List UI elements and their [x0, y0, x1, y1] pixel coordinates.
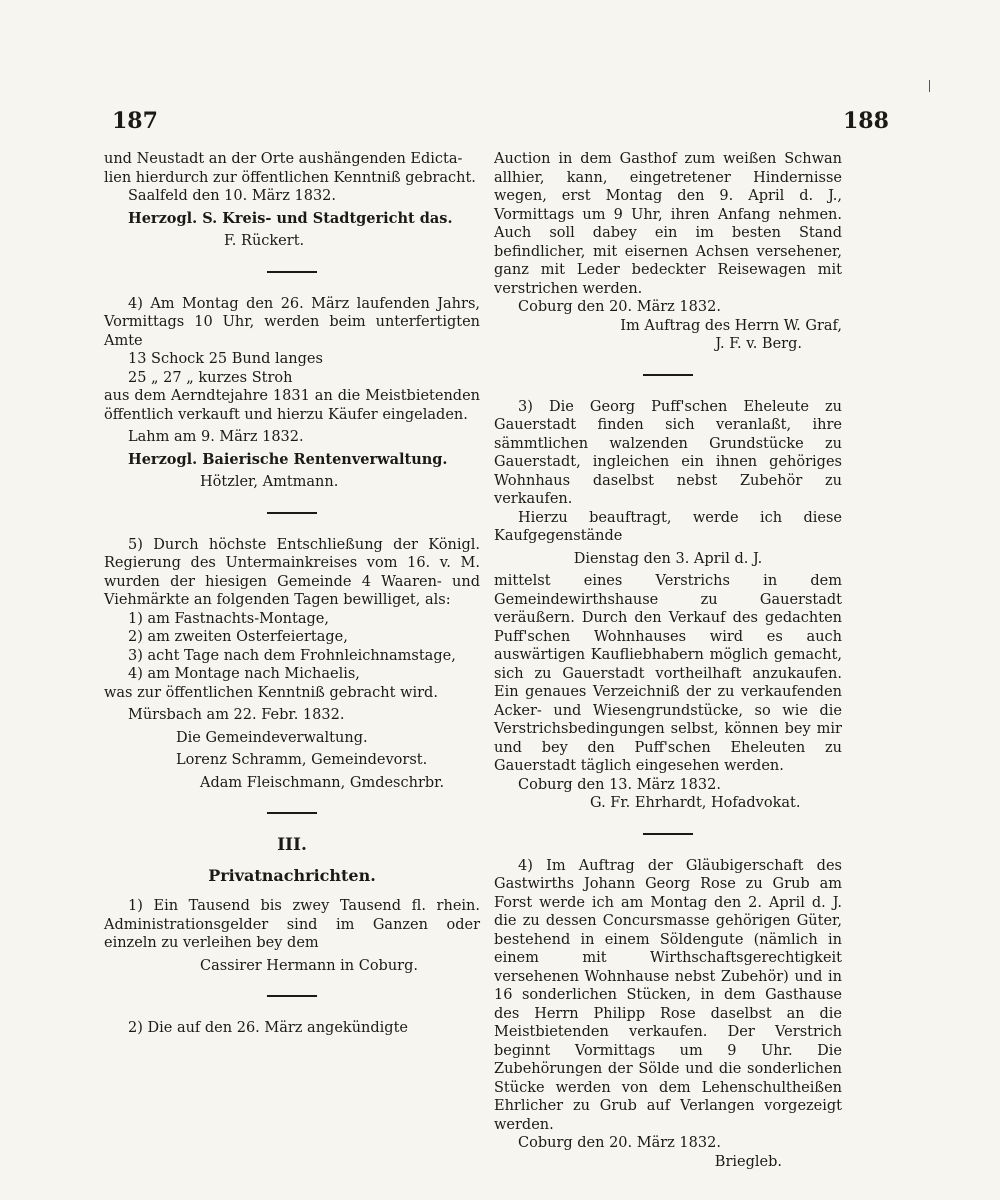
notice-date: Coburg den 13. März 1832. — [518, 776, 721, 793]
notice-4-text: 4) Am Montag den 26. März laufenden Jahrs, Vormittags 10 Uhr, werden beim unterfertigten Amte — [104, 295, 480, 349]
private-notice-3: mittelst eines Verstrichs in dem Gemeindewirthshause zu Gauerstadt veräußern. Durch den Verkauf des gedachten Puff'schen Wohnhauses wird es auch auswärtigen Kaufliebhabern möglich gemacht, sich zu Gauerstadt vortheilhaft anzukaufen. Ein genaues Verzeichniß der zu verkaufenden Acker- und Wiesengrundstücke, so wie die Verstrichsbedingungen selbst, können bey mir und bey den Puff'schen Eheleuten zu Gauerstadt täglich eingesehen werden. — [494, 573, 842, 774]
notice-4-item: 25 „ 27 „ kurzes Stroh — [128, 369, 293, 386]
private-notice-3: Hierzu beauftragt, werde ich diese Kaufgegenstände — [494, 509, 842, 544]
notice-signature: Briegleb. — [714, 1153, 782, 1170]
divider — [643, 833, 693, 835]
notice-date: Mürsbach am 22. Febr. 1832. — [128, 707, 345, 723]
notice-4-item: 13 Schock 25 Bund langes — [128, 351, 323, 367]
notice-signature: Hötzler, Amtmann. — [200, 474, 339, 490]
section-title: Privatnachrichten. — [208, 865, 376, 885]
notice-signature: G. Fr. Ehrhardt, Hofadvokat. — [590, 795, 801, 811]
notice-signature: Cassirer Hermann in Coburg. — [200, 957, 419, 974]
notice-5-text: 5) Durch höchste Entschließung der Königl. Regierung des Untermainkreises vom 16. v. M. wurden der hiesigen Gemeinde 4 Waaren- und Viehmärkte an folgenden Tagen bewilliget, als: — [104, 536, 480, 608]
column-right — [494, 150, 842, 1171]
column-left — [104, 150, 480, 1038]
intro-line: und Neustadt an der Orte aushängenden Edicta- — [104, 151, 463, 167]
list-item: 3) acht Tage nach dem Frohnleichnamstage, — [128, 647, 456, 664]
intro-line: lien hierdurch zur öffentlichen Kenntniß gebracht. — [104, 169, 476, 186]
notice-date: Lahm am 9. März 1832. — [128, 429, 304, 445]
divider — [643, 374, 693, 376]
divider — [267, 271, 317, 273]
page-number-right: 188 — [843, 108, 889, 134]
notice-issuer: Herzogl. Baierische Rentenverwaltung. — [128, 450, 448, 468]
continued-text: Auction in dem Gasthof zum weißen Schwan allhier, kann, eingetretener Hindernisse wegen, erst Montag den 9. April d. J., Vormittags um 9 Uhr, ihren Anfang nehmen. Auch soll dabey ein im besten Stand befindlicher, mit eisernen Achsen versehener, ganz mit Leder bedeckter Reisewagen mit verstrichen werden. — [494, 151, 842, 297]
list-item: 1) am Fastnachts-Montage, — [128, 610, 329, 627]
section-number: III. — [277, 835, 307, 855]
divider — [267, 995, 317, 997]
notice-4-text: aus dem Aerndtejahre 1831 an die Meistbietenden öffentlich verkauft und hierzu Käufer eingeladen. — [104, 388, 480, 423]
notice-signature: F. Rückert. — [224, 233, 305, 249]
auction-date: Dienstag den 3. April d. J. — [573, 550, 763, 567]
notice-signature: Adam Fleischmann, Gmdeschrbr. — [200, 774, 445, 791]
private-notice-1: 1) Ein Tausend bis zwey Tausend fl. rhein. Administrationsgelder sind im Ganzen oder einzeln zu verleihen bey dem — [104, 898, 480, 951]
notice-issuer: Herzogl. S. Kreis- und Stadtgericht das. — [128, 209, 453, 227]
divider — [267, 812, 317, 814]
page-number-left: 187 — [112, 108, 158, 134]
notice-5-tail: was zur öffentlichen Kenntniß gebracht wird. — [104, 684, 438, 701]
private-notice-4: 4) Im Auftrag der Gläubigerschaft des Gastwirths Johann Georg Rose zu Grub am Forst werde ich am Montag den 2. April d. J. die zu dessen Concursmasse gehörigen Güter, bestehend in einem Söldengute (nämlich in einem mit Wirthschaftsgerechtigkeit versehenen Wohnhause nebst Zubehör) und in 16 sonderlichen Stücken, in dem Gasthause des Herrn Philipp Rose daselbst an die Meistbietenden verkaufen. Der Verstrich beginnt Vormittags um 9 Uhr. Die Zubehörungen der Sölde und die sonderlichen Stücke werden von dem Lehenschultheißen Ehrlicher zu Grub auf Verlangen vorgezeigt werden. — [494, 857, 842, 1133]
notice-signature: J. F. v. Berg. — [715, 336, 802, 352]
notice-issuer: Im Auftrag des Herrn W. Graf, — [620, 317, 842, 334]
notice-date: Coburg den 20. März 1832. — [518, 1135, 721, 1151]
divider — [267, 512, 317, 514]
list-item: 4) am Montage nach Michaelis, — [128, 666, 360, 682]
scan-mark — [929, 80, 930, 92]
notice-date: Coburg den 20. März 1832. — [518, 299, 721, 315]
list-item: 2) am zweiten Osterfeiertage, — [128, 629, 348, 645]
private-notice-2: 2) Die auf den 26. März angekündigte — [128, 1020, 408, 1036]
private-notice-3: 3) Die Georg Puff'schen Eheleute zu Gauerstadt finden sich veranlaßt, ihre sämmtlichen walzenden Grundstücke zu Gauerstadt, ingleichen ein ihnen gehöriges Wohnhaus daselbst nebst Zubehör zu verkaufen. — [494, 398, 842, 507]
notice-signature: Lorenz Schramm, Gemeindevorst. — [176, 752, 428, 768]
notice-issuer: Die Gemeindeverwaltung. — [176, 729, 368, 746]
notice-date: Saalfeld den 10. März 1832. — [128, 188, 336, 204]
